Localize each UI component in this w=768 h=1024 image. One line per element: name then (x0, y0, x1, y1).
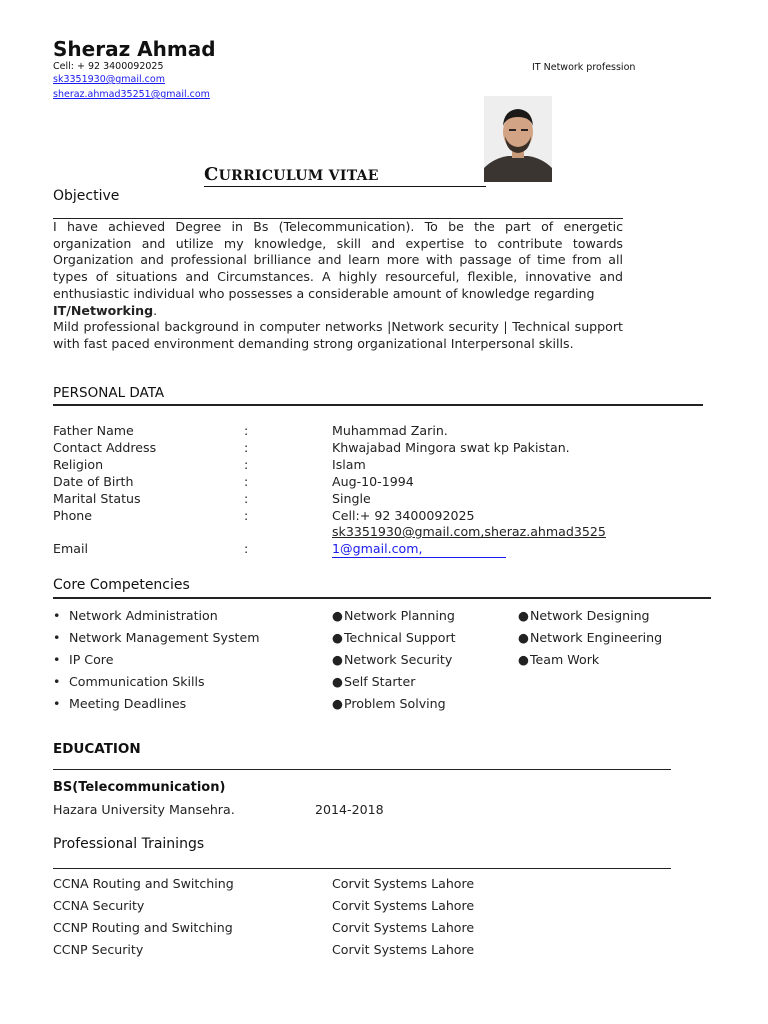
competency-label: Network Planning (344, 608, 455, 623)
competencies-col-2 (332, 605, 456, 715)
training-course: CCNP Routing and Switching (53, 920, 233, 935)
bullet-icon: ● (332, 630, 343, 645)
personal-row-dob (0, 473, 768, 490)
colon: : (244, 474, 249, 489)
personal-row-father (0, 422, 768, 439)
competency-label: Communication Skills (69, 674, 205, 689)
document-title (204, 164, 486, 187)
competency-label: Team Work (530, 652, 600, 667)
objective-text (53, 219, 623, 353)
bullet-icon: ● (518, 608, 529, 623)
colon: : (244, 440, 249, 455)
bullet-icon: • (53, 652, 61, 667)
competency-item (332, 693, 456, 715)
training-course: CCNA Routing and Switching (53, 876, 234, 891)
training-course: CCNP Security (53, 942, 144, 957)
email-label: Email (53, 541, 88, 556)
objective-heading: Objective (53, 188, 120, 204)
education-university: Hazara University Mansehra. (53, 802, 235, 817)
objective-bold: IT/Networking (53, 302, 154, 318)
personal-row-religion (0, 456, 768, 473)
bullet-icon: ● (332, 608, 343, 623)
education-degree: BS(Telecommunication) (53, 780, 226, 795)
trainings-heading: Professional Trainings (53, 836, 205, 852)
bullet-icon: • (53, 608, 61, 623)
competency-item (53, 627, 260, 649)
competencies-heading: Core Competencies (53, 577, 190, 593)
colon: : (244, 423, 249, 438)
header-cell: Cell: + 92 3400092025 (53, 61, 164, 72)
address-label: Contact Address (53, 440, 157, 455)
competency-item (53, 605, 260, 627)
training-row (0, 895, 768, 917)
bullet-icon: ● (518, 630, 529, 645)
competency-label: Network Security (344, 652, 453, 667)
competency-item (332, 649, 456, 671)
colon: : (244, 541, 249, 556)
training-row (0, 939, 768, 961)
objective-para2: Mild professional background in computer networks |Network security | Technical support with fast paced environment demanding strong organizational Interpersonal skills. (53, 319, 623, 351)
title-initial: C (204, 164, 219, 185)
education-rule (53, 769, 671, 770)
competency-label: Network Designing (530, 608, 650, 623)
competencies-rule (53, 597, 711, 599)
bullet-icon: ● (518, 652, 529, 667)
religion-label: Religion (53, 457, 104, 472)
competency-label: Network Engineering (530, 630, 663, 645)
competency-label: Self Starter (344, 674, 416, 689)
bullet-icon: • (53, 696, 61, 711)
personal-row-marital (0, 490, 768, 507)
training-row (0, 873, 768, 895)
competencies-col-1 (53, 605, 260, 715)
objective-para1: I have achieved Degree in Bs (Telecommunication). To be the part of energetic organization and utilize my knowledge, skill and expertise to contribute towards Organization and professional brilliance and learn more with passage of time from all types of situations and Circumstances. A highly resourceful, flexible, innovative and enthusiastic individual who possesses a considerable amount of knowledge regarding (53, 219, 623, 301)
competency-label: Technical Support (344, 630, 456, 645)
profession-label: IT Network profession (532, 62, 636, 73)
title-rest: URRICULUM VITAE (218, 168, 379, 184)
training-course: CCNA Security (53, 898, 145, 913)
marital-value: Single (332, 491, 371, 506)
competency-item (518, 649, 662, 671)
bullet-icon: • (53, 630, 61, 645)
colon: : (244, 508, 249, 523)
competency-label: Problem Solving (344, 696, 446, 711)
competency-item (332, 627, 456, 649)
father-value: Muhammad Zarin. (332, 423, 448, 438)
personal-row-address (0, 439, 768, 456)
competency-item (53, 671, 260, 693)
education-heading: EDUCATION (53, 741, 141, 757)
dob-label: Date of Birth (53, 474, 134, 489)
training-row (0, 917, 768, 939)
competency-label: IP Core (69, 652, 114, 667)
bullet-icon: ● (332, 652, 343, 667)
phone-label: Phone (53, 508, 93, 523)
email-link-line2[interactable]: 1@gmail.com, (332, 540, 506, 558)
email-link-line1[interactable]: sk3351930@gmail.com,sheraz.ahmad3525 (332, 524, 606, 539)
address-value: Khwajabad Mingora swat kp Pakistan. (332, 440, 570, 455)
competencies-col-3 (518, 605, 662, 671)
bullet-icon: • (53, 674, 61, 689)
competency-label: Meeting Deadlines (69, 696, 187, 711)
header-email-link-2[interactable]: sheraz.ahmad35251@gmail.com (53, 89, 210, 100)
header-email-link-1[interactable]: sk3351930@gmail.com (53, 74, 165, 85)
marital-label: Marital Status (53, 491, 141, 506)
objective-period: . (153, 302, 158, 318)
candidate-name: Sheraz Ahmad (53, 37, 216, 61)
competency-item (53, 693, 260, 715)
colon: : (244, 457, 249, 472)
religion-value: Islam (332, 457, 366, 472)
trainings-rule (53, 868, 671, 869)
competency-item (53, 649, 260, 671)
training-provider: Corvit Systems Lahore (332, 920, 475, 935)
training-provider: Corvit Systems Lahore (332, 898, 475, 913)
personal-row-phone (0, 507, 768, 524)
personal-row-email (0, 540, 768, 557)
education-years: 2014-2018 (315, 802, 384, 817)
bullet-icon: ● (332, 674, 343, 689)
dob-value: Aug-10-1994 (332, 474, 414, 489)
trainings-table (0, 873, 768, 961)
bullet-icon: ● (332, 696, 343, 711)
personal-data-rule (53, 404, 703, 406)
competency-label: Network Management System (69, 630, 260, 645)
competency-item (332, 671, 456, 693)
competency-label: Network Administration (69, 608, 218, 623)
competency-item (518, 627, 662, 649)
competency-item (332, 605, 456, 627)
colon: : (244, 491, 249, 506)
training-provider: Corvit Systems Lahore (332, 876, 475, 891)
competency-item (518, 605, 662, 627)
father-label: Father Name (53, 423, 134, 438)
training-provider: Corvit Systems Lahore (332, 942, 475, 957)
personal-data-heading: PERSONAL DATA (53, 385, 165, 401)
phone-value: Cell:+ 92 3400092025 (332, 508, 475, 523)
profile-photo (484, 96, 552, 182)
